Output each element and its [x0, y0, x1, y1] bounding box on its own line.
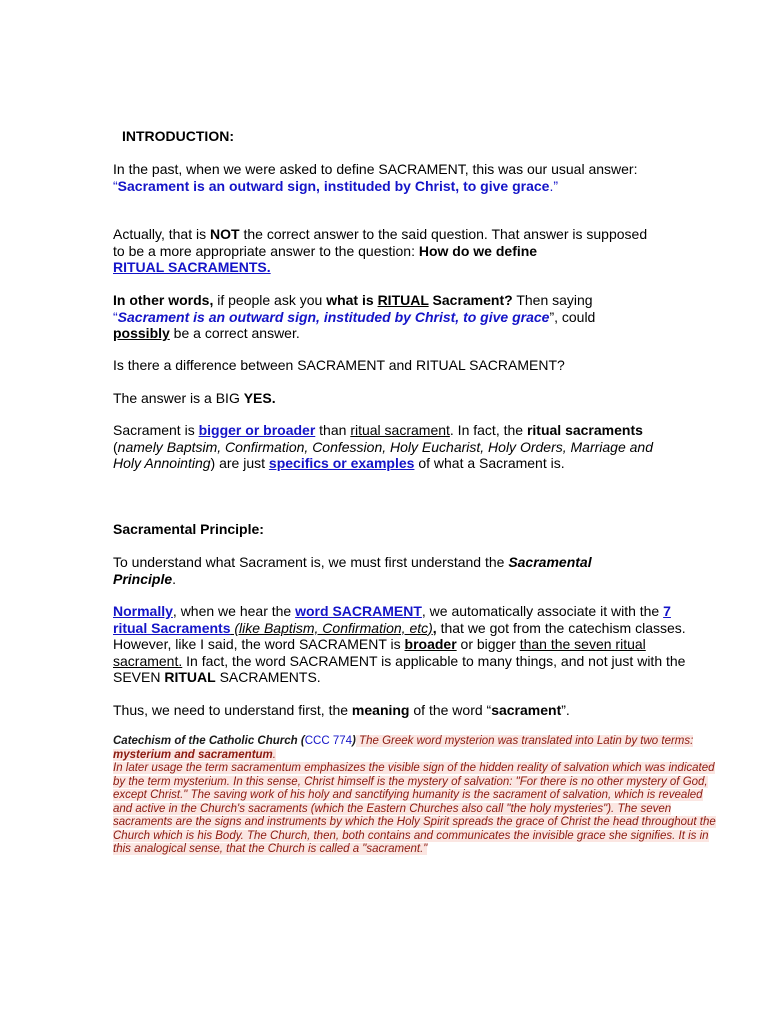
- text: In fact, the word SACRAMENT is applicable to many things, and not just with the SEVEN: [113, 652, 686, 685]
- paragraph-difference-question: Is there a difference between SACRAMENT and RITUAL SACRAMENT?: [113, 357, 565, 373]
- than-seven-underline: than the seven ritual sacrament.: [113, 636, 646, 669]
- examples-underline: (like Baptism, Confirmation, etc): [230, 619, 433, 636]
- paragraph-meaning: [113, 702, 713, 719]
- possibly-emphasis: possibly: [113, 325, 170, 341]
- text: Then saying: [512, 292, 593, 308]
- text: Actually, that is: [113, 226, 211, 242]
- what-is-text: what is: [326, 292, 378, 308]
- ritual-emphasis: RITUAL: [377, 292, 429, 308]
- ritual-bold: RITUAL: [164, 669, 216, 685]
- text: The answer is a BIG: [113, 390, 244, 406]
- lead-text: In other words,: [113, 292, 214, 308]
- text: of the word “: [409, 702, 492, 718]
- not-emphasis: NOT: [210, 226, 240, 242]
- paragraph-other-words: [113, 292, 643, 342]
- period: .: [272, 748, 276, 761]
- paren-open: (: [297, 735, 305, 747]
- definition-quote-italic: Sacrament is an outward sign, instituded by Christ, to give grace: [117, 308, 550, 325]
- paren-close: ): [352, 735, 356, 747]
- word-sacrament-link[interactable]: word SACRAMENT: [295, 603, 422, 619]
- normally-link[interactable]: Normally: [113, 603, 173, 619]
- text: , when we hear the: [172, 603, 296, 619]
- open-quote: “: [113, 177, 118, 194]
- paragraph-understand-principle: [113, 554, 643, 587]
- yes-emphasis: YES.: [243, 390, 276, 406]
- catechism-source: Catechism of the Catholic Church: [113, 735, 298, 747]
- catechism-body: In later usage the term sacramentum emphasizes the visible sign of the hidden reality of salvation which was indicated by the term mysterium. In this sense, Christ himself is the mystery of salvation: "For there is no other mystery of God, except Christ." The saving work of his holy and sanctifying humanity is the sacrament of salvation, which is revealed and active in the Church's sacraments (which the Eastern Churches also call "the holy mysteries"). The seven sacraments are the signs and instruments by which the Holy Spirit spreads the grace of Christ the head throughout the Church which is his Body. The Church, then, both contains and communicates the invisible grace she signifies. It is in this analogical sense, that the Church is called a "sacrament.": [113, 762, 716, 855]
- sacraments-list: namely Baptsim, Confirmation, Confession, Holy Eucharist, Holy Orders, Marriage and Holy Annointing: [113, 438, 653, 471]
- ritual-sacrament-underline: ritual sacrament: [350, 422, 450, 438]
- text: if people ask you: [213, 292, 327, 308]
- text: . In fact, the: [449, 422, 527, 438]
- text: .: [172, 570, 177, 587]
- text: of what a Sacrament is.: [414, 455, 565, 471]
- meaning-bold: meaning: [351, 702, 410, 718]
- ccc-reference-link[interactable]: CCC 774: [304, 735, 353, 747]
- text: ”.: [561, 702, 570, 718]
- specifics-or-examples-link[interactable]: specifics or examples: [268, 455, 415, 471]
- close-quote: .”: [549, 177, 558, 194]
- comma: ,: [432, 619, 437, 636]
- intro-heading: INTRODUCTION:: [122, 128, 234, 144]
- text: (: [113, 438, 118, 455]
- broader-emphasis: broader: [404, 636, 457, 652]
- open-quote: “: [113, 308, 118, 325]
- catechism-quote-block: [113, 735, 723, 857]
- question-text: How do we define: [418, 242, 538, 259]
- sacramental-principle-term: Sacramental Principle: [113, 554, 592, 587]
- catechism-first-sentence: The Greek word mysterion was translated into Latin by two terms:: [355, 735, 694, 747]
- bigger-or-broader-link[interactable]: bigger or broader: [198, 422, 316, 438]
- paragraph-not-correct: [113, 226, 653, 276]
- paragraph-bigger-broader: [113, 422, 673, 472]
- text: be a correct answer.: [169, 325, 300, 341]
- text: Thus, we need to understand first, the: [113, 702, 352, 718]
- text: than: [315, 422, 351, 438]
- seven-ritual-sacraments-link[interactable]: 7 ritual Sacraments: [113, 603, 671, 636]
- text: that we got from the catechism classes. However, like I said, the word SACRAMENT is: [113, 619, 686, 652]
- definition-quote: Sacrament is an outward sign, instituded by Christ, to give grace: [117, 177, 550, 194]
- sacrament-bold: sacrament: [491, 702, 562, 718]
- usual-answer-text: In the past, when we were asked to define SACRAMENT, this was our usual answer:: [113, 161, 638, 177]
- text: or bigger: [456, 636, 520, 652]
- ritual-sacraments-bold: ritual sacraments: [526, 422, 643, 438]
- ritual-sacraments-link[interactable]: RITUAL SACRAMENTS.: [113, 259, 271, 275]
- text: Sacrament is: [113, 422, 199, 438]
- text: ”, could: [549, 308, 596, 325]
- sacramental-principle-heading: Sacramental Principle:: [113, 521, 264, 537]
- text: the correct answer to the said question. That answer is supposed to be a more appropriate answer to the question:: [113, 226, 648, 259]
- paragraph-usual-answer: [113, 161, 713, 194]
- text: To understand what Sacrament is, we must first understand the: [113, 554, 509, 570]
- text: SACRAMENTS.: [215, 669, 321, 685]
- paragraph-normally: [113, 603, 688, 686]
- sacrament-question: Sacrament?: [428, 292, 513, 308]
- text: , we automatically associate it with the: [421, 603, 664, 619]
- paragraph-answer: [113, 390, 713, 407]
- latin-terms: mysterium and sacramentum: [113, 748, 273, 761]
- text: ) are just: [210, 455, 269, 471]
